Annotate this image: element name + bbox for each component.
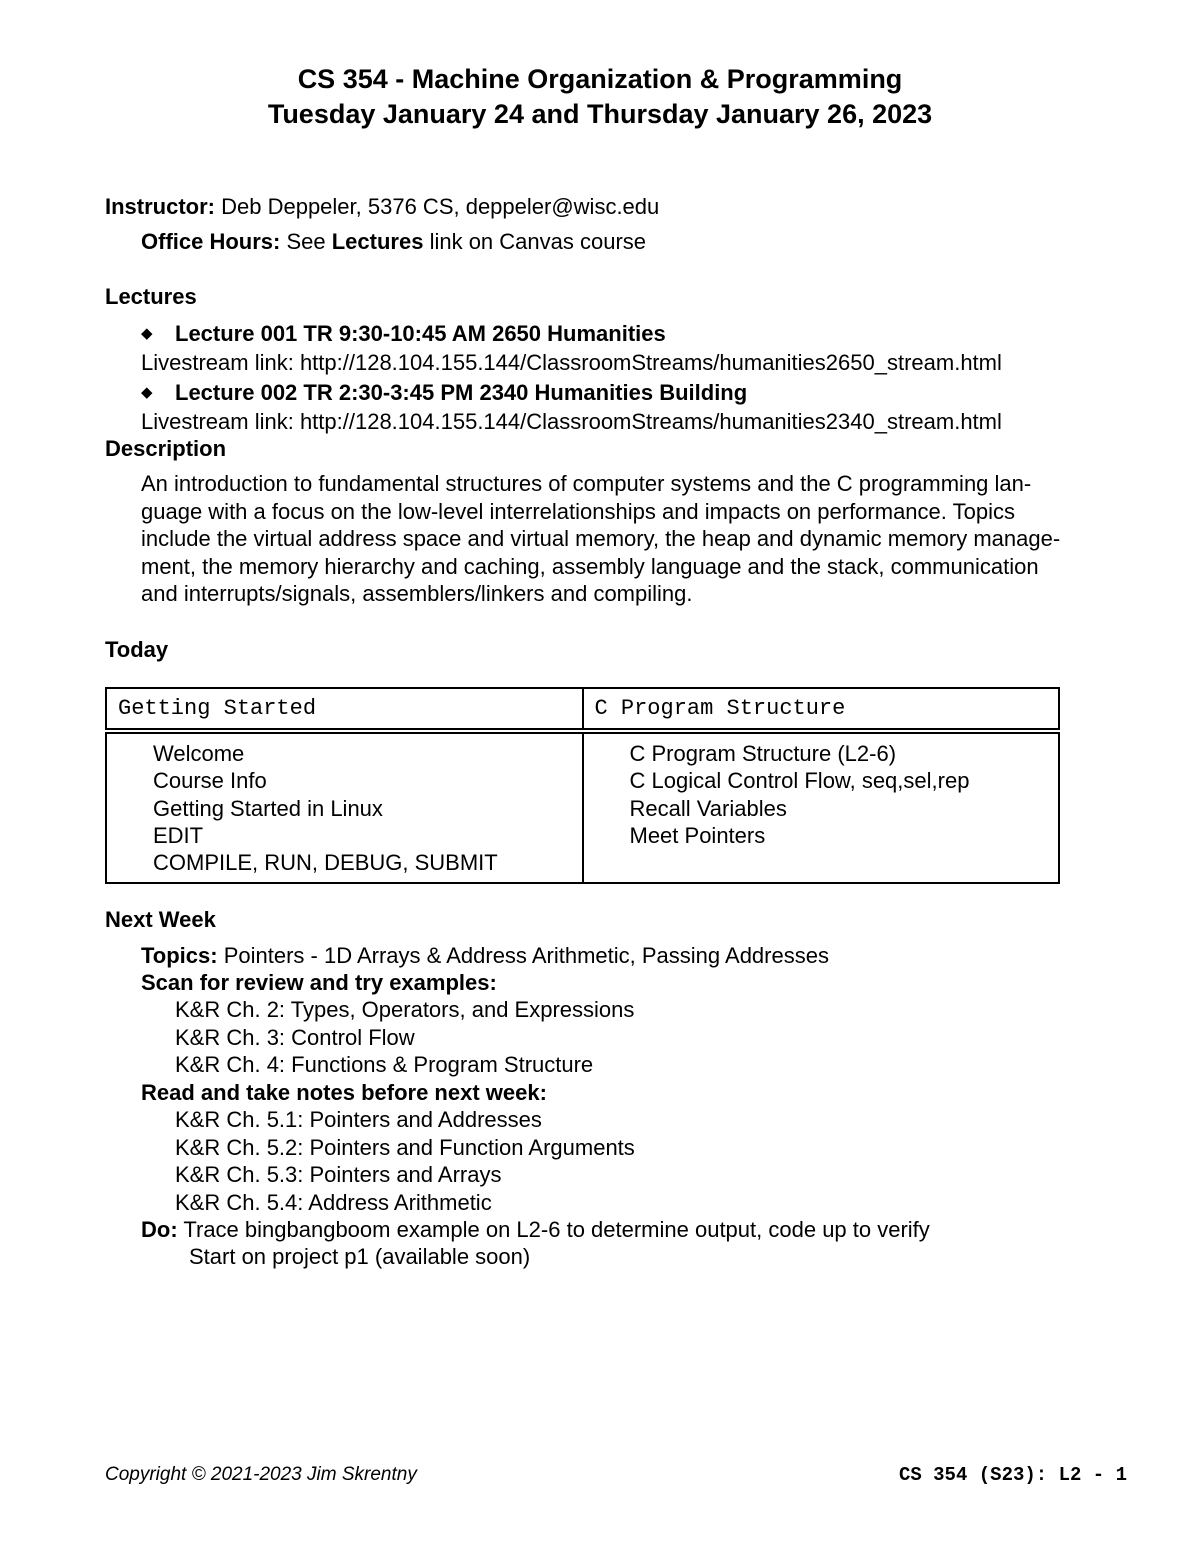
office-hours-line: [141, 229, 646, 255]
today-heading: Today: [105, 637, 169, 662]
scan-item: K&R Ch. 2: Types, Operators, and Expressions: [175, 997, 635, 1022]
do-line: [141, 1217, 930, 1243]
topics-value: Pointers - 1D Arrays & Address Arithmetic, Passing Addresses: [217, 943, 829, 968]
list-item: Meet Pointers: [629, 822, 766, 848]
next-week-heading: Next Week: [105, 907, 216, 932]
description-line: include the virtual address space and virtual memory, the heap and dynamic memory manage-: [141, 526, 1061, 552]
instructor-label: Instructor:: [105, 194, 215, 219]
list-item: Getting Started in Linux: [153, 795, 383, 821]
lectures-link-text: Lectures: [331, 229, 424, 254]
lecture-002-livestream-link[interactable]: Livestream link: http://128.104.155.144/ClassroomStreams/humanities2340_stream.html: [141, 409, 1002, 434]
scan-label: Scan for review and try examples:: [141, 970, 497, 995]
office-hours-text: See: [280, 229, 332, 254]
lecture-001-livestream-link[interactable]: Livestream link: http://128.104.155.144/ClassroomStreams/humanities2650_stream.html: [141, 350, 1002, 375]
column-getting-started: Getting Started: [106, 688, 583, 731]
lecture-002-title: Lecture 002 TR 2:30-3:45 PM 2340 Humanities Building: [175, 380, 748, 405]
office-hours-label: Office Hours:: [141, 229, 281, 254]
list-item: C Logical Control Flow, seq,sel,rep: [629, 768, 970, 794]
lecture-001-title-line: [141, 321, 666, 347]
column-c-program-structure: C Program Structure: [583, 688, 1060, 731]
read-item: K&R Ch. 5.2: Pointers and Function Arguments: [175, 1135, 635, 1160]
read-item: K&R Ch. 5.4: Address Arithmetic: [175, 1190, 492, 1215]
instructor-line: [105, 194, 659, 220]
description-line: An introduction to fundamental structures of computer systems and the C programming lan-: [141, 471, 1032, 496]
list-item: EDIT: [153, 822, 204, 848]
topics-line: [141, 943, 829, 969]
scan-item: K&R Ch. 4: Functions & Program Structure: [175, 1052, 594, 1077]
description-heading: Description: [105, 436, 227, 461]
list-item: C Program Structure (L2-6): [629, 741, 897, 766]
list-item: Welcome: [153, 741, 245, 766]
do-label: Do:: [141, 1217, 178, 1242]
description-line: and interrupts/signals, assemblers/linkers and compiling.: [141, 581, 693, 607]
read-label: Read and take notes before next week:: [141, 1080, 547, 1105]
getting-started-cell: [106, 731, 583, 883]
today-table-header: [106, 688, 1059, 731]
description-line: guage with a focus on the low-level interrelationships and impacts on performance. Topics: [141, 498, 1015, 524]
lectures-heading: Lectures: [105, 284, 197, 309]
list-item: Recall Variables: [629, 795, 787, 821]
description-line: ment, the memory hierarchy and caching, assembly language and the stack, communication: [141, 553, 1039, 579]
instructor-value: Deb Deppeler, 5376 CS, deppeler@wisc.edu: [215, 194, 660, 219]
list-item: Course Info: [153, 768, 267, 794]
scan-item: K&R Ch. 3: Control Flow: [175, 1025, 415, 1050]
copyright-footer: Copyright © 2021-2023 Jim Skrentny: [105, 1464, 417, 1485]
topics-label: Topics:: [141, 943, 218, 968]
do-value: Trace bingbangboom example on L2-6 to determine output, code up to verify: [177, 1217, 930, 1242]
lecture-dates: Tuesday January 24 and Thursday January 26, 2023: [267, 99, 933, 129]
today-table-body: [106, 731, 1059, 883]
today-table: [105, 687, 1060, 884]
lecture-002-title-line: [141, 380, 747, 406]
list-item: COMPILE, RUN, DEBUG, SUBMIT: [153, 850, 498, 876]
description-paragraph: [141, 470, 1141, 608]
diamond-bullet-icon: ◆: [141, 325, 153, 342]
diamond-bullet-icon: ◆: [141, 384, 153, 401]
page-number-footer: CS 354 (S23): L2 - 1: [898, 1464, 1127, 1486]
office-hours-text-2: link on Canvas course: [423, 229, 647, 254]
read-item: K&R Ch. 5.1: Pointers and Addresses: [175, 1107, 542, 1132]
lecture-001-title: Lecture 001 TR 9:30-10:45 AM 2650 Humanities: [175, 321, 666, 346]
course-title: CS 354 - Machine Organization & Programming: [297, 64, 903, 94]
c-program-structure-cell: [583, 731, 1060, 883]
do-value-2: Start on project p1 (available soon): [189, 1244, 531, 1269]
read-item: K&R Ch. 5.3: Pointers and Arrays: [175, 1162, 502, 1187]
